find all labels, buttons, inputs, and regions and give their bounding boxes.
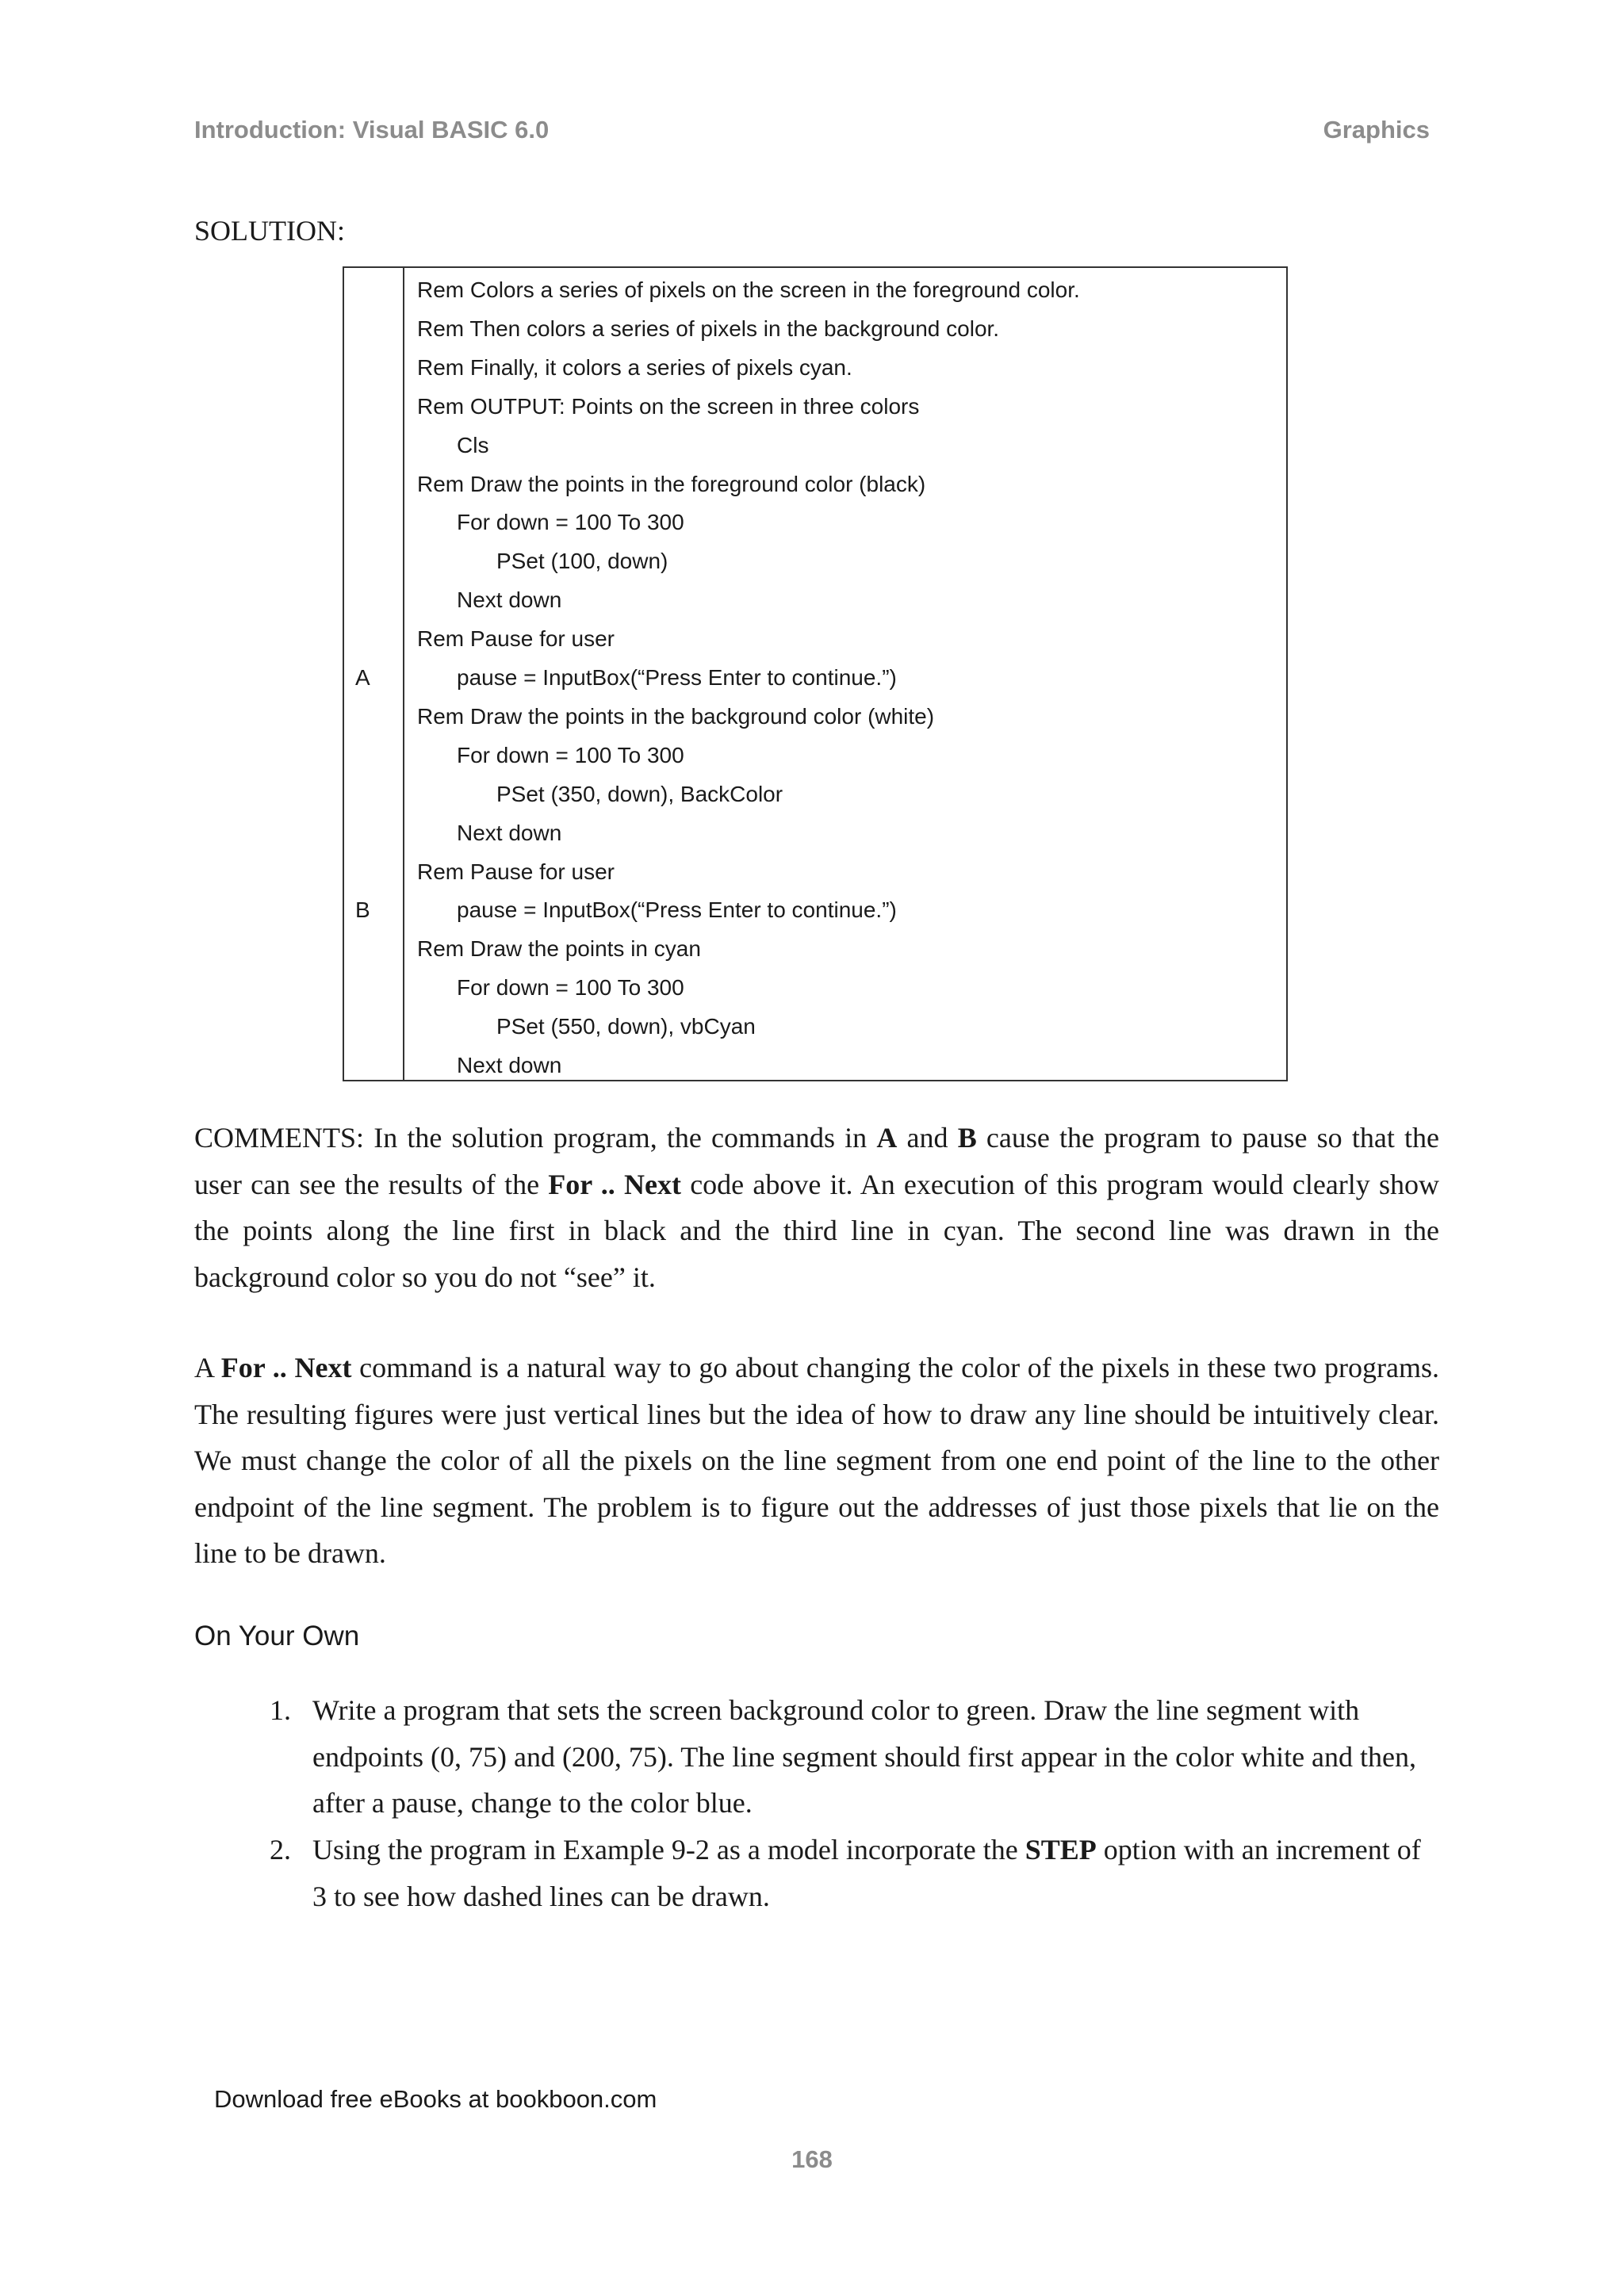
on-your-own-heading: On Your Own [194,1621,360,1651]
code-line-text: Next down [457,1053,562,1077]
code-line-text: For down = 100 To 300 [457,510,684,535]
running-header-title: Introduction: Visual BASIC 6.0 [194,116,550,144]
code-line [344,271,1286,310]
code-line-marker [355,1047,395,1085]
for-next-paragraph: A For .. Next command is a natural way to go about changing the color of the pixels in these two programs. The resulting figures were just vertical lines but the idea of how to draw any line should be intuitively clear. We must change the color of all the pixels on the line segment from one end point of the line to the other endpoint of the line segment. The problem is to figure out the addresses of just those pixels that lie on the line to be drawn. [194,1352,1439,1569]
code-line-text: Rem Finally, it colors a series of pixels cyan. [417,354,852,380]
code-line-marker [355,814,395,853]
code-line-marker [355,310,395,349]
code-line [344,930,1286,969]
running-header-section: Graphics [1323,116,1430,144]
code-line [344,465,1286,504]
page-number: 168 [791,2145,833,2173]
code-line [344,853,1286,892]
bold-step: STEP [1025,1834,1097,1866]
code-line-marker [355,930,395,969]
code-listing-box [343,266,1288,1081]
code-line-text: Rem Pause for user [417,859,615,884]
code-line-marker [355,503,395,542]
code-line-marker [355,465,395,504]
code-line-marker [355,853,395,892]
code-line [344,388,1286,427]
bold-for-next: For .. Next [548,1168,681,1200]
code-line-marker [355,388,395,427]
code-line [344,581,1286,620]
code-line-marker [355,1008,395,1047]
code-line [344,969,1286,1008]
code-line [344,1047,1286,1085]
code-line-text: Rem Draw the points in the foreground color (black) [417,471,926,496]
code-line-text: PSet (350, down), BackColor [496,781,783,806]
footer-download-link[interactable]: Download free eBooks at bookboon.com [214,2085,657,2113]
code-line-marker [355,737,395,775]
code-line-marker [355,775,395,814]
bold-for-next: For .. Next [220,1352,352,1383]
code-line-text: Cls [457,432,489,457]
code-line [344,349,1286,388]
exercise-number: 1. [270,1694,291,1726]
code-line [344,542,1286,581]
code-line-marker [355,427,395,465]
code-line-marker [355,349,395,388]
code-line-text: PSet (550, down), vbCyan [496,1014,756,1039]
code-line [344,775,1286,814]
code-line-marker [355,698,395,737]
code-line-text: Rem OUTPUT: Points on the screen in three colors [417,393,920,419]
code-line [344,659,1286,698]
code-line-marker: B [355,897,370,923]
code-line-marker [355,542,395,581]
code-line-text: Rem Pause for user [417,626,615,652]
code-line [344,698,1286,737]
code-line [344,620,1286,659]
code-line-text: Rem Then colors a series of pixels in the background color. [417,316,1000,341]
code-line-marker [355,581,395,620]
code-line [344,891,1286,930]
code-line-text: For down = 100 To 300 [457,742,684,767]
code-line-marker [355,271,395,310]
solution-heading: SOLUTION: [194,215,345,247]
code-line-marker: A [355,665,370,690]
code-line [344,814,1286,853]
code-line-text: Rem Draw the points in the background color (white) [417,703,935,729]
bold-B: B [957,1122,977,1154]
bold-A: A [876,1122,898,1154]
code-line [344,1008,1286,1047]
code-line-text: For down = 100 To 300 [457,975,684,1001]
code-line [344,427,1286,465]
comments-paragraph: COMMENTS: In the solution program, the commands in A and B cause the program to pause so that the user can see the results of the For .. Next code above it. An execution of this program would clearly show the points along the line first in black and the third line in cyan. The second line was drawn in the background color so you do not “see” it. [194,1122,1439,1293]
code-line [344,503,1286,542]
code-line-marker [355,620,395,659]
code-line-text: Next down [457,587,562,613]
code-line-marker [355,969,395,1008]
exercise-text: Write a program that sets the screen background color to green. Draw the line segment with endpoints (0, 75) and (200, 75). The line segment should first appear in the color white and then, after a pause, change to the color blue. [312,1694,1417,1819]
code-line [344,737,1286,775]
code-line-text: PSet (100, down) [496,549,668,574]
code-line [344,310,1286,349]
exercise-text: Using the program in Example 9-2 as a model incorporate the STEP option with an increment of 3 to see how dashed lines can be drawn. [312,1834,1421,1912]
code-line-text: Rem Draw the points in cyan [417,936,701,962]
code-line-text: pause = InputBox(“Press Enter to continue.”) [457,665,897,690]
code-line-text: Next down [457,820,562,845]
code-line-text: Rem Colors a series of pixels on the screen in the foreground color. [417,277,1080,302]
code-line-text: pause = InputBox(“Press Enter to continue.”) [457,897,897,923]
exercise-number: 2. [270,1834,291,1866]
